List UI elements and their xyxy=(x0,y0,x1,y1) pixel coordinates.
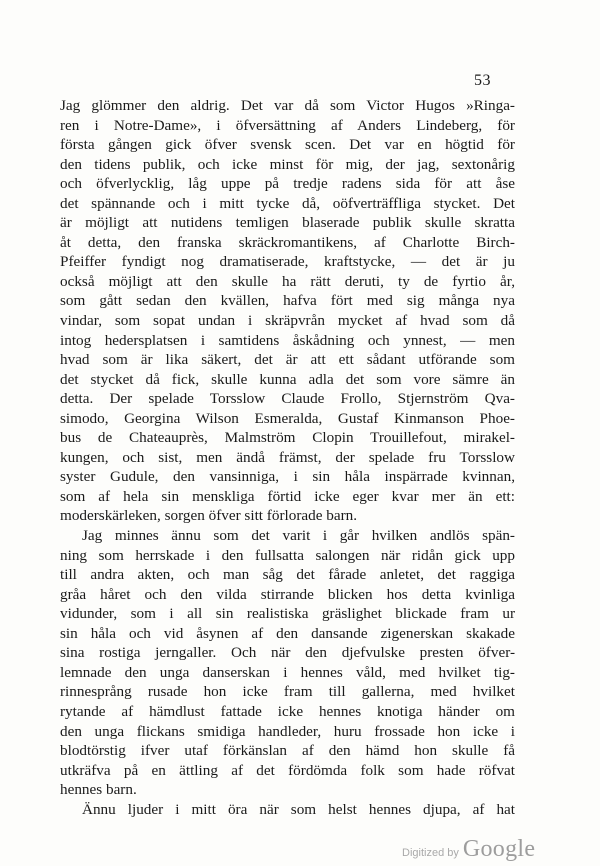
text-line: den unga flickans smidiga handleder, huru frossade hon icke i xyxy=(60,722,515,740)
text-line: är möjligt att nutidens temligen blaserade publik skulle skratta xyxy=(60,214,515,232)
text-line: hennes barn. xyxy=(60,781,137,799)
text-line: det spännande och i mitt tycke då, oöfverträffliga stycket. Det xyxy=(60,194,515,212)
text-line: intog hedersplatsen i samtidens åskådning och ynnest, — men xyxy=(60,331,515,349)
text-line: ren i Notre-Dame», i öfversättning af Anders Lindeberg, för xyxy=(60,116,515,134)
text-line: åt detta, den franska skräckromantikens, af Charlotte Birch- xyxy=(60,233,515,251)
text-line: moderskärleken, sorgen öfver sitt förlorade barn. xyxy=(60,507,358,525)
text-line: Jag minnes ännu som det varit i går hvilken andlös spän- xyxy=(82,527,515,545)
text-line: bus de Chateauprès, Malmström Clopin Trouillefout, mirakel- xyxy=(60,429,515,447)
text-line: Ännu ljuder i mitt öra när som helst hennes djupa, af hat xyxy=(82,800,515,818)
text-line: och öfverlycklig, låg uppe på tredje radens sida för att åse xyxy=(60,175,515,193)
text-line: detta. Der spelade Torsslow Claude Frollo, Stjernström Qva- xyxy=(60,390,515,408)
text-line: syster Gudule, den vansinniga, i sin håla inspärrade kvinnan, xyxy=(60,468,515,486)
text-line: ning som herrskade i den fullsatta salongen när ridån gick upp xyxy=(60,546,515,564)
text-line: gråa håret och den vilda stirrande blicken hos detta kvinliga xyxy=(60,585,515,603)
text-line: också möjligt att den skulle ha rätt deruti, ty de fyrtio år, xyxy=(60,272,515,290)
text-line: vidunder, som i all sin realistiska gräslighet blickade fram ur xyxy=(60,605,515,623)
text-line: Pfeiffer fyndigt nog dramatiserade, kraftstycke, — det är ju xyxy=(60,253,515,271)
digitized-watermark xyxy=(402,836,535,863)
text-line: vindar, som sopat undan i skräpvrån mycket af hvad som då xyxy=(60,312,515,330)
text-line: den tidens publik, och icke minst för mig, der jag, sextonårig xyxy=(60,155,515,173)
text-line: blodtörstig ifver utaf förkänslan af den hämd hon skulle få xyxy=(60,742,515,760)
google-logo: Google xyxy=(462,836,536,862)
text-line: hvad som är lika säkert, det är att ett sådant utförande som xyxy=(60,351,515,369)
text-line: Jag glömmer den aldrig. Det var då som Victor Hugos »Ringa- xyxy=(60,97,515,114)
text-line: rytande af hämdlust fattade icke hennes knotiga händer om xyxy=(60,702,515,720)
text-line: lemnade den unga danserskan i hennes våld, med hvilket tig- xyxy=(60,663,515,681)
text-line: till andra akten, och man såg det fårade anletet, det raggiga xyxy=(60,566,515,584)
page-number: 53 xyxy=(474,72,491,89)
text-line: utkräfva på en ättling af det fördömda folk som hade röfvat xyxy=(60,761,515,779)
watermark-prefix: Digitized by xyxy=(402,847,459,859)
text-line: sin håla och vid åsynen af den dansande zigenerskan skakade xyxy=(60,624,515,642)
text-line: kungen, och sist, men ändå främst, der spelade fru Torsslow xyxy=(60,448,515,466)
text-line: som af hela sin menskliga förtid icke eger kvar mer än ett: xyxy=(60,487,515,505)
body-text xyxy=(60,96,515,819)
text-line: sina rostiga jerngaller. Och när den djefvulske presten öfver- xyxy=(60,644,515,662)
text-line: simodo, Georgina Wilson Esmeralda, Gustaf Kinmanson Phoe- xyxy=(60,409,515,427)
text-line: rinnesprång rusade hon icke fram till gallerna, med hvilket xyxy=(60,683,515,701)
text-line: som gått sedan den kvällen, hafva fört med sig många nya xyxy=(60,292,515,310)
text-line: det stycket då fick, skulle kunna adla det som vore sämre än xyxy=(60,370,515,388)
text-line: första gången gick öfver svensk scen. Det var en högtid för xyxy=(60,136,515,154)
